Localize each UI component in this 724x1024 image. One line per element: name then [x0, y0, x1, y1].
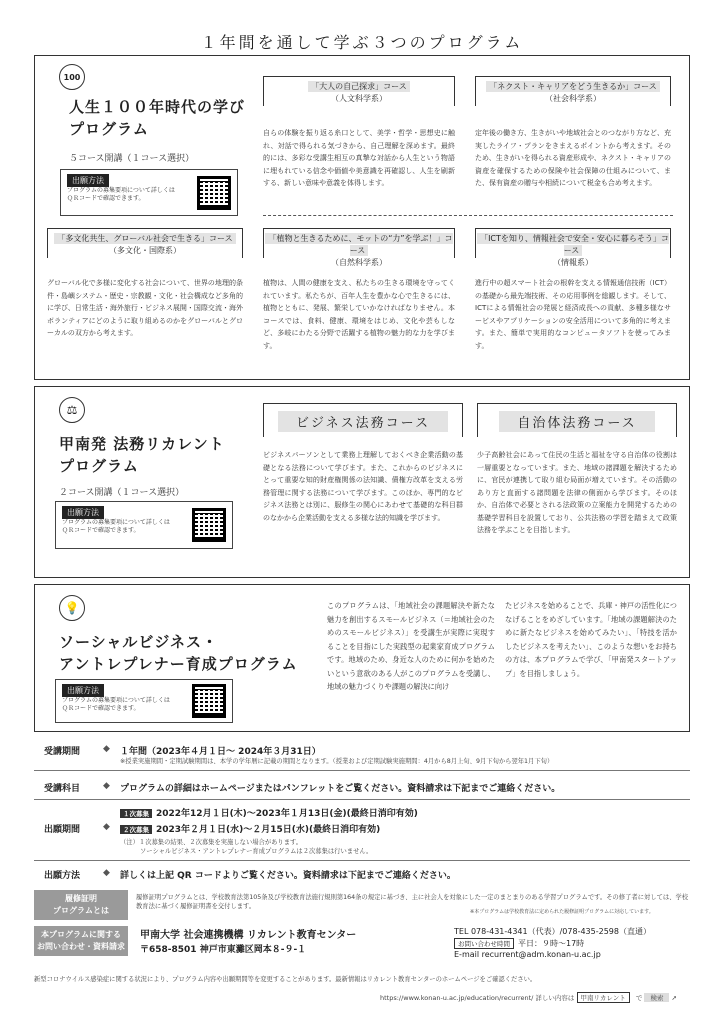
course-description: 進行中の超スマート社会の根幹を支える情報通信技術（ICT）の基礎から最先端技術、その応用事例を総観します。そして、ICTによる情報社会の発展と経済成長への貢献、多種多様なサービスやアプリケーションの安全活用について多角的に考えます。また、簡単で実用的なコンピュータソフトを使ってみます。 — [475, 279, 671, 350]
page-title: １年間を通して学ぶ３つのプログラム — [200, 33, 524, 52]
apply-label: 出願方法 — [62, 506, 104, 519]
round2-tag: ２次募集 — [120, 825, 152, 834]
apply-text: プログラムの募集要項について詳しくはＱＲコードで確認できます。 — [62, 519, 170, 534]
diamond-icon: ◆ — [103, 822, 110, 832]
course-header: 自治体法務コース — [477, 403, 677, 437]
period-label: 受講期間 — [44, 747, 81, 757]
apply-period-label: 出願期間 — [44, 825, 81, 835]
round1-row: １次募集 2022年12月１日(木)～2023年１月13日(金)(最終日消印有効) — [120, 806, 418, 819]
apply-text: プログラムの募集要項について詳しくはＱＲコードで確認できます。 — [62, 697, 170, 712]
cert-text: 履修証明プログラムとは、学校教育法第105条及び学校教育法施行規則第164条の規定に基づき、主に社会人を対象にした一定のまとまりのある学習プログラムです。その修了者に対しては、学校教育法に基づく履修証明書を交付します。 — [136, 894, 689, 910]
course-header: ビジネス法務コース — [263, 403, 463, 437]
cert-note: ※本プログラムは学校教育法に定められた履修証明プログラムに対応しています。 — [470, 909, 654, 915]
round2-row: ２次募集 2023年２月１日(水)～２月15日(水)(最終日消印有効) — [120, 822, 380, 835]
period-value: １年間（2023年４月１日～ 2024年３月31日） — [120, 747, 321, 757]
program2-title: 甲南発 法務リカレント プログラム — [59, 435, 225, 475]
search-button[interactable]: 検索 — [644, 993, 669, 1002]
lightbulb-icon: 💡 — [59, 595, 85, 621]
program3-title: ソーシャルビジネス・ アントレプレナー育成プログラム — [59, 633, 298, 673]
divider — [34, 860, 690, 861]
contact-org: 甲南大学 社会連携機構 リカレント教育センター — [140, 930, 357, 941]
program3-text-col1: このプログラムは、「地域社会の課題解決や新たな魅力を創出するスモールビジネス（＝地域社会のためのスモールビジネス）」を受講生が実際に実現することを目指にした実践型の起業家育成プログラムです。地域のため、身近な人のために何かを始めたいという意欲のある人がこのプログラムを受講し、地域の魅力づくりや課題の解決に向け — [327, 601, 495, 691]
contact-label: 本プログラムに関する お問い合わせ・資料請求 — [34, 926, 128, 956]
course-description: 植物は、人間の健康を支え、私たちの生きる環境を守ってくれています。私たちが、百年人生を豊かな心で生きるには、植物とともに、発展、繁栄していかなければなりません。本コースでは、食料、健康、環境をはじめ、文化や芸もしなど、多岐にわたる分野で活躍する植物の魅力的な力を学びます。 — [263, 279, 455, 350]
divider — [34, 770, 690, 771]
course-description: グローバル化で多様に変化する社会について、世界の地理的条件・島嶼システム・歴史・宗教観・文化・社会構成など多角的に学び、日常生活・海外旅行・ビジネス展開・国際交流・海外ボランティアにどのように取り組めるのかをグローバルとグローカルの双方から考えます。 — [47, 279, 243, 337]
course-description: 少子高齢社会にあって住民の生活と福祉を守る自治体の役割は一層重要となっています。また、地域の諸課題を解決するために、官民が連携して取り組む局面が増えています。その活動のあり方と直面する諸問題を法律の側面から学びます。そのほか、自治体で必要とされる法政策の立案能力を開発するための基礎学習科目を設置しており、公共法務の学習を踏まえて政策法務を学ぶことを目指します。 — [477, 451, 677, 534]
program3-box — [34, 584, 690, 732]
qr-code-icon[interactable] — [192, 684, 226, 718]
course-description: 自らの体験を振り返る糸口として、美学・哲学・思想史に触れ、対話で得られる気づきから、自己理解を深めます。最終的には、多彩な受講生相互の真摯な対話から人生という物語に埋もれている信念や価値や美意識を再確認し、人生を刷新する、新しい意味や意義を体得します。 — [263, 129, 455, 187]
program3-text-col2: たビジネスを始めることで、兵庫・神戸の活性化につなげることをめざしています。「地域の課題解決のために新たなビジネスを始めてみたい」、「特技を活かしたビジネスを考えたい」、このような想いをお持ちの方は、本プログラムで学び、「甲南発スタートアップ」を目指しましょう。 — [505, 601, 677, 678]
subject-label: 受講科目 — [44, 784, 81, 794]
footer-search-row: https://www.konan-u.ac.jp/education/recurrent/ 詳しい内容は 甲南リカレント で 検索 ➚ — [380, 994, 677, 1002]
footer-notice: 新型コロナウイルス感染症に関する状況により、プログラム内容や出願期間等を変更することがあります。最新情報はリカレント教育センターのホームページをご確認ください。 — [34, 976, 537, 983]
contact-hours-row: お問い合わせ時間 平日：９時～17時 — [454, 938, 584, 949]
apply-label: 出願方法 — [62, 684, 104, 697]
apply-note2: ソーシャルビジネス・アントレプレナー育成プログラムは２次募集は行いません。 — [140, 848, 373, 855]
program1-subtitle: ５コース開講（１コース選択） — [69, 154, 195, 164]
contact-email[interactable]: E-mail recurrent@adm.konan-u.ac.jp — [454, 950, 601, 959]
subject-value: プログラムの詳細はホームページまたはパンフレットをご覧ください。資料請求は下記までご連絡ください。 — [120, 784, 561, 794]
course-description: ビジネスパーソンとして業務上理解しておくべき企業活動の基礎となる法務について学びます。また、これからのビジネスにとって重要な知的財産権関係の法知識、債権方改革を支える労務管理に関する法務について学びます。このほか、専門的なビジネス法務とは別に、服修生の関心にあわせて基礎的な科目群のなかから企業活動を支える多様な法的知識を学びます。 — [263, 451, 463, 522]
method-label: 出願方法 — [44, 871, 81, 881]
program2-box — [34, 386, 690, 578]
cert-label: 履修証明 プログラムとは — [34, 890, 128, 920]
apply-note1: （注）１次募集の結果、２次募集を実施しない場合があります。 — [120, 839, 303, 846]
course-header: 「植物と生きるために、モットの“力”を学ぶ！」コース （自然科学系） — [263, 228, 455, 258]
divider — [263, 215, 673, 216]
diamond-icon: ◆ — [103, 744, 110, 754]
footer-url[interactable]: https://www.konan-u.ac.jp/education/recurrent/ — [380, 994, 534, 1002]
qr-code-icon[interactable] — [197, 176, 231, 210]
contact-address: 〒658-8501 神戸市東灘区岡本８-９-１ — [140, 945, 307, 955]
program1-apply-box — [60, 169, 238, 216]
course-header: 「ネクスト・キャリアをどう生きるか」コース （社会科学系） — [475, 76, 671, 106]
course-header: 「多文化共生、グローバル社会で生きる」コース （多文化・国際系） — [47, 228, 243, 258]
round1-tag: １次募集 — [120, 809, 152, 818]
program1-box — [34, 55, 690, 380]
course-header: 「大人の自己探求」コース （人文科学系） — [263, 76, 455, 106]
course-header: 「ICTを知り、情報社会で安全・安心に暮らそう」コース （情報系） — [475, 228, 671, 258]
program1-title: 人生１００年時代の学び プログラム — [69, 98, 246, 138]
hours-tag: お問い合わせ時間 — [454, 938, 514, 949]
divider — [34, 799, 690, 800]
program2-apply-box — [55, 501, 233, 549]
cursor-icon: ➚ — [671, 994, 677, 1002]
search-term: 甲南リカレント — [577, 992, 630, 1003]
qr-code-icon[interactable] — [192, 508, 226, 542]
centenarian-icon: 100 — [59, 64, 85, 90]
apply-label: 出願方法 — [67, 174, 109, 187]
diamond-icon: ◆ — [103, 781, 110, 791]
diamond-icon: ◆ — [103, 868, 110, 878]
method-value: 詳しくは上記 QR コードよりご覧ください。資料請求は下記までご連絡ください。 — [120, 871, 456, 881]
course-description: 定年後の働き方、生きがいや地域社会とのつながり方など、充実したライフ・プランをきまえるポイントから考えます。そのため、生きがいを得られる資産形成や、ネクスト・キャリアの資産を確保するための保険や社会保障の仕組みについて、また、保有資産の贈与や相続について税金も合め考えます。 — [475, 129, 671, 187]
contact-tel: TEL 078-431-4341（代表）/078-435-2598（直通） — [454, 927, 651, 936]
scales-icon: ⚖ — [59, 397, 85, 423]
program2-subtitle: ２コース開講（１コース選択） — [59, 488, 185, 498]
period-note: ※授業実施期間・定期試験期間は、本学の学年暦に記載の期間となります。（授業および定期試験実施期間：4月から8月上旬、9月下旬から翌年1月下旬） — [120, 758, 554, 765]
apply-text: プログラムの募集要項について詳しくはＱＲコードで確認できます。 — [67, 187, 175, 202]
program3-apply-box — [55, 679, 233, 723]
